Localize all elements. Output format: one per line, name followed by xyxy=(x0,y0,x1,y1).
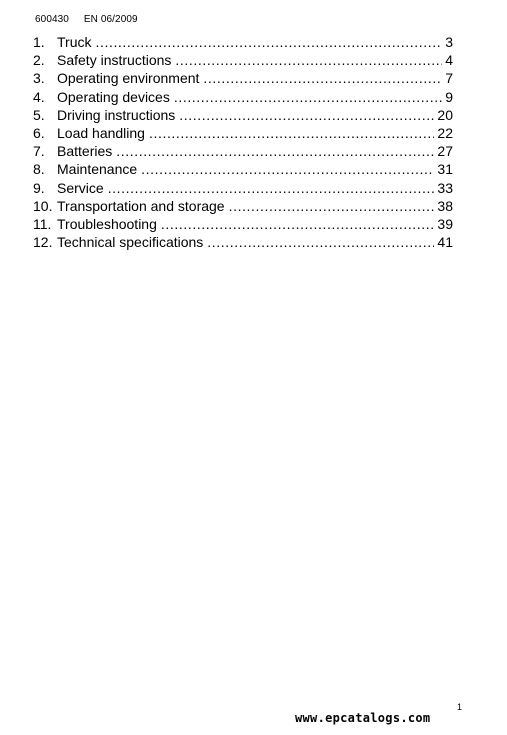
toc-entry[interactable] xyxy=(33,33,453,51)
toc-leader-dots xyxy=(175,51,442,69)
toc-entry-page[interactable]: 33 xyxy=(437,179,453,196)
toc-leader-dots xyxy=(116,142,434,160)
table-of-contents xyxy=(33,33,453,251)
toc-entry-page[interactable]: 9 xyxy=(445,88,453,105)
toc-entry-title[interactable]: Batteries xyxy=(57,143,113,160)
toc-entry-number: 9. xyxy=(33,179,45,196)
toc-entry-page[interactable]: 4 xyxy=(445,52,453,69)
toc-entry-number: 2. xyxy=(33,52,45,69)
toc-entry[interactable] xyxy=(33,124,453,142)
toc-entry-title[interactable]: Operating environment xyxy=(57,70,200,87)
toc-entry-page[interactable]: 27 xyxy=(437,143,453,160)
toc-entry-title[interactable]: Troubleshooting xyxy=(57,215,157,232)
toc-entry-number: 3. xyxy=(33,70,45,87)
toc-entry-page[interactable]: 20 xyxy=(437,106,453,123)
page-number: 1 xyxy=(457,702,463,712)
toc-entry-number: 8. xyxy=(33,161,45,178)
toc-entry-title[interactable]: Technical specifications xyxy=(57,234,204,251)
toc-entry-page[interactable]: 3 xyxy=(445,34,453,50)
toc-leader-dots xyxy=(179,106,434,124)
toc-entry[interactable] xyxy=(33,51,453,69)
toc-entry[interactable] xyxy=(33,69,453,87)
toc-leader-dots xyxy=(95,33,442,51)
toc-entry[interactable] xyxy=(33,160,453,178)
toc-entry-page[interactable]: 7 xyxy=(445,70,453,87)
toc-entry-number: 7. xyxy=(33,143,45,160)
toc-leader-dots xyxy=(161,215,435,233)
toc-entry-title[interactable]: Truck xyxy=(57,34,92,50)
toc-leader-dots xyxy=(207,233,434,251)
toc-entry-page[interactable]: 31 xyxy=(437,161,453,178)
toc-entry-number: 11. xyxy=(33,215,52,232)
toc-leader-dots xyxy=(141,160,434,178)
toc-entry-number: 4. xyxy=(33,88,45,105)
toc-entry-title[interactable]: Load handling xyxy=(57,124,145,141)
toc-leader-dots xyxy=(174,88,442,106)
toc-entry-page[interactable]: 22 xyxy=(437,124,453,141)
toc-entry[interactable] xyxy=(33,215,453,233)
doc-number: 600430 xyxy=(35,14,69,25)
toc-entry-title[interactable]: Transportation and storage xyxy=(57,197,225,214)
toc-entry[interactable] xyxy=(33,142,453,160)
toc-entry-number: 1. xyxy=(33,34,45,50)
toc-entry-title[interactable]: Safety instructions xyxy=(57,52,172,69)
toc-entry[interactable] xyxy=(33,197,453,215)
edition-label: EN 06/2009 xyxy=(83,14,138,25)
toc-entry-title[interactable]: Driving instructions xyxy=(57,106,176,123)
toc-entry-title[interactable]: Service xyxy=(57,179,104,196)
toc-entry-title[interactable]: Operating devices xyxy=(57,88,170,105)
toc-entry-page[interactable]: 41 xyxy=(437,234,453,251)
watermark-text: www.epcatalogs.com xyxy=(295,711,431,725)
toc-entry-title[interactable]: Maintenance xyxy=(57,161,138,178)
toc-entry-page[interactable]: 39 xyxy=(437,215,453,232)
toc-entry-number: 5. xyxy=(33,106,45,123)
toc-entry-number: 6. xyxy=(33,124,45,141)
toc-leader-dots xyxy=(229,197,435,215)
toc-leader-dots xyxy=(108,179,435,197)
toc-entry[interactable] xyxy=(33,88,453,106)
toc-entry[interactable] xyxy=(33,179,453,197)
toc-entry[interactable] xyxy=(33,106,453,124)
toc-leader-dots xyxy=(149,124,434,142)
document-header xyxy=(35,14,138,25)
toc-entry-number: 12. xyxy=(33,234,53,251)
toc-entry-number: 10. xyxy=(33,197,53,214)
toc-entry[interactable] xyxy=(33,233,453,251)
toc-leader-dots xyxy=(203,69,442,87)
toc-entry-page[interactable]: 38 xyxy=(437,197,453,214)
